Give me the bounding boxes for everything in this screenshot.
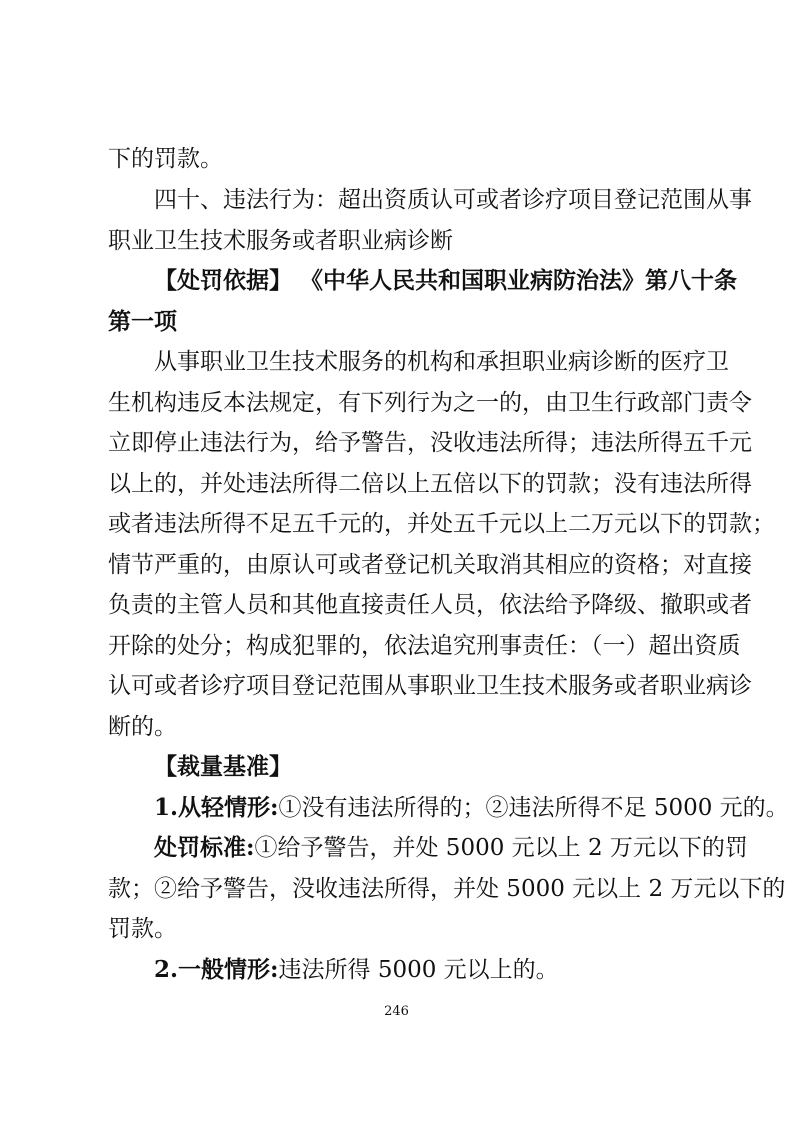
general-circumstance [154,954,693,986]
penalty-standard-text: ①给予警告，并处 5000 元以上 2 万元以下的罚 [254,835,748,861]
law-text-line-10: 断的。 [108,714,177,740]
penalty-standard-line-1 [154,832,748,864]
penalty-standard-line-2: 款；②给予警告，没收违法所得，并处 5000 元以上 2 万元以下的 [108,876,786,902]
penalty-basis-line-1: 【处罚依据】 《中华人民共和国职业病防治法》第八十条 [154,267,738,294]
item-40-title-line-1: 四十、违法行为：超出资质认可或者诊疗项目登记范围从事 [154,187,752,213]
law-text-line-6: 情节严重的，由原认可或者登记机关取消其相应的资格；对直接 [108,552,752,578]
penalty-basis-line-2: 第一项 [108,308,177,335]
law-text-line-9: 认可或者诊疗项目登记范围从事职业卫生技术服务或者职业病诊 [108,673,752,699]
law-text-line-3: 立即停止违法行为，给予警告，没收违法所得；违法所得五千元 [108,430,752,456]
law-text-line-8: 开除的处分；构成犯罪的，依法追究刑事责任：（一）超出资质 [108,633,741,659]
general-circumstance-label: 2.一般情形: [154,956,279,983]
general-circumstance-text: 违法所得 5000 元以上的。 [278,957,559,983]
law-text-line-5: 或者违法所得不足五千元的，并处五千元以上二万元以下的罚款； [108,511,775,537]
prev-paragraph-tail: 下的罚款。 [108,146,223,172]
law-text-line-1: 从事职业卫生技术服务的机构和承担职业病诊断的医疗卫 [154,349,729,375]
item-40-title-line-2: 职业卫生技术服务或者职业病诊断 [108,228,453,254]
penalty-standard-line-3: 罚款。 [108,916,177,942]
light-circumstance [154,792,789,824]
light-circumstance-text: ①没有违法所得的；②违法所得不足 5000 元的。 [278,795,789,821]
law-text-line-4: 以上的，并处违法所得二倍以上五倍以下的罚款；没有违法所得 [108,471,752,497]
law-text-line-2: 生机构违反本法规定，有下列行为之一的，由卫生行政部门责令 [108,390,752,416]
page-number: 246 [384,1004,409,1019]
discretion-heading: 【裁量基准】 [154,753,292,780]
penalty-standard-label: 处罚标准: [154,834,255,861]
light-circumstance-label: 1.从轻情形: [154,794,279,821]
law-text-line-7: 负责的主管人员和其他直接责任人员，依法给予降级、撤职或者 [108,592,752,618]
